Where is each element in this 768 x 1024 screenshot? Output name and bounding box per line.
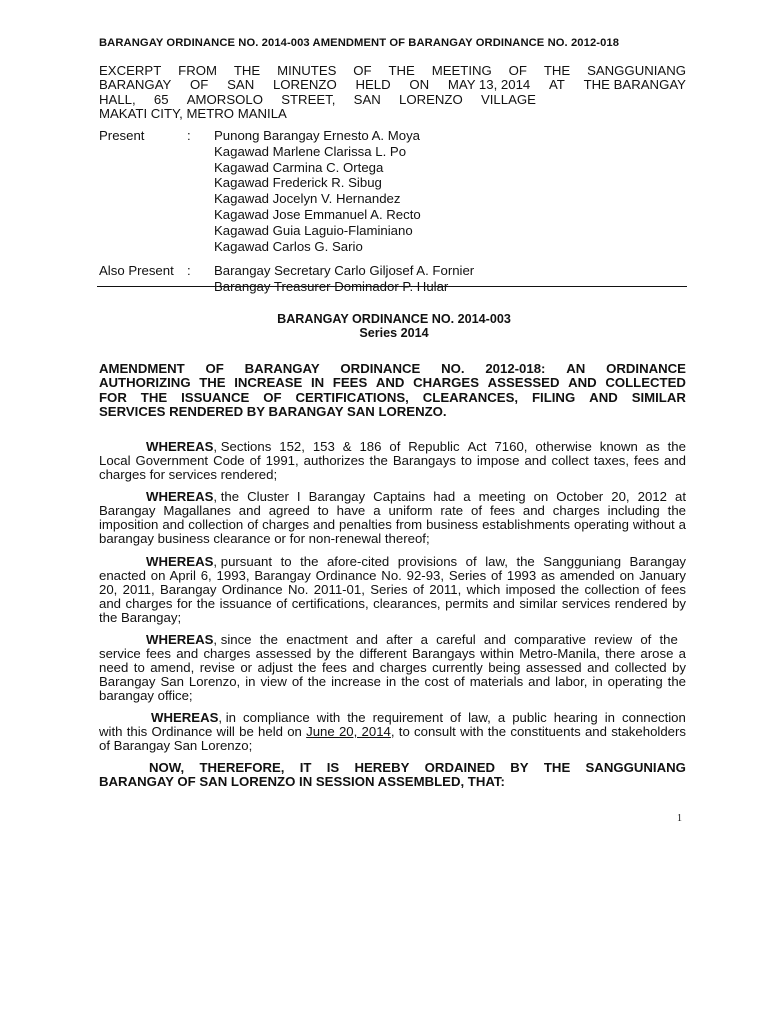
word: SANGGUNIANG	[587, 63, 686, 78]
word: 2012	[637, 489, 667, 504]
word: , pursuant	[213, 554, 273, 569]
word: Barangay	[629, 554, 686, 569]
word: after	[386, 632, 413, 647]
word: meeting	[478, 489, 526, 504]
first-word-group	[99, 761, 184, 775]
word: on	[533, 489, 549, 504]
clause-body: service fees and charges assessed by the different Barangays within Metro-Manila, there arose a need to amend, revise or adjust the fees and charges currently being assessed and collected by Barangay San Lorenzo, in view of the increase in the cost of materials and labor, in operating the barangay office;	[99, 645, 686, 703]
word: THE	[233, 63, 261, 78]
attendee: Kagawad Carlos G. Sario	[214, 238, 363, 254]
word: OF	[353, 63, 372, 78]
ordinance-number: BARANGAY ORDINANCE NO. 2014-003	[277, 312, 511, 326]
word: IN	[310, 375, 325, 391]
word: public	[512, 710, 547, 725]
word: , the	[213, 489, 240, 504]
whereas-keyword: WHEREAS	[146, 439, 214, 454]
attendance-list	[99, 128, 659, 295]
word: Act	[467, 439, 487, 454]
word: BARANGAY	[99, 77, 172, 93]
colon: :	[187, 128, 191, 143]
word: the	[300, 554, 319, 569]
word: compliance	[243, 710, 310, 725]
word: the	[259, 632, 279, 647]
word: in	[604, 710, 616, 725]
first-word-group	[99, 440, 271, 454]
clause-body: Barangay Magallanes and agreed to have a uniform rate of fees and charges including the imposition and collection of charges and penalties from business establishments operating without a barangay business clearance or for non-renewal thereof;	[99, 502, 686, 546]
clause-first-line	[99, 440, 686, 454]
word: NO.	[441, 361, 465, 376]
word: with	[316, 710, 341, 725]
word: 152,	[279, 439, 305, 454]
title-line-3	[99, 391, 686, 405]
title-line-1	[99, 362, 686, 376]
word: of	[640, 632, 652, 647]
first-word-group	[99, 633, 252, 647]
word: FEES	[332, 375, 368, 391]
excerpt-line-4: MAKATI CITY, METRO MANILA	[99, 105, 287, 121]
word: FOR	[99, 389, 127, 405]
word: provisions	[397, 554, 458, 569]
whereas-clause-2	[99, 490, 686, 546]
word: AUTHORIZING	[99, 375, 191, 391]
title-line-4: SERVICES RENDERED BY BARANGAY SAN LORENZO.	[99, 403, 447, 419]
whereas-clause-4	[99, 633, 686, 703]
now-line-2: BARANGAY OF SAN LORENZO IN SESSION ASSEMBLED, THAT:	[99, 774, 505, 790]
present-row	[99, 128, 659, 254]
now-line-1	[99, 761, 686, 775]
attendee: Punong Barangay Ernesto A. Moya	[214, 128, 421, 143]
word: afore-cited	[326, 554, 390, 569]
word: BY	[510, 760, 529, 775]
word: 153	[312, 439, 335, 454]
word: otherwise	[535, 439, 592, 454]
word: MEETING	[431, 63, 492, 78]
word: FILING	[531, 389, 576, 405]
word: ASSESSED	[487, 375, 560, 391]
ordinance-series: Series 2014	[359, 326, 429, 340]
word: OF	[190, 77, 209, 93]
word: IT	[299, 760, 312, 775]
whereas-keyword: WHEREAS	[146, 554, 214, 569]
word: of	[465, 554, 477, 569]
word: INCREASE	[234, 375, 303, 391]
word: requirement	[372, 710, 444, 725]
word: IS	[326, 760, 340, 775]
word: THE	[140, 389, 168, 405]
present-label: Present	[99, 128, 145, 143]
word: the	[516, 554, 535, 569]
whereas-clause-5	[99, 711, 686, 753]
word: OF	[508, 63, 527, 78]
word: LORENZO	[272, 77, 337, 93]
word: HELD	[355, 77, 391, 93]
word: Republic	[408, 439, 460, 454]
word: AND	[375, 375, 405, 391]
now-therefore-clause	[99, 761, 686, 790]
excerpt-line-1	[99, 64, 686, 78]
word: VILLAGE	[480, 91, 536, 107]
whereas-keyword: WHEREAS	[151, 710, 219, 725]
word: law,	[485, 554, 508, 569]
present-names	[214, 128, 421, 254]
excerpt-line-3	[99, 93, 536, 107]
excerpt-line-2	[99, 78, 686, 92]
word: enactment	[286, 632, 348, 647]
word: , since	[213, 632, 252, 647]
clause-body	[99, 725, 686, 753]
attendee: Kagawad Jocelyn V. Hernandez	[214, 191, 401, 207]
word: 7160,	[494, 439, 528, 454]
attendee: Barangay Treasurer Dominador P. Hular	[214, 279, 449, 295]
word: MINUTES	[277, 63, 337, 78]
clause-first-line	[99, 555, 686, 569]
whereas-clause-3	[99, 555, 686, 625]
word: of	[389, 439, 401, 454]
word: Captains	[373, 489, 426, 504]
word: CLEARANCES,	[422, 389, 519, 405]
word: ORDINANCE	[340, 361, 421, 376]
word: careful	[436, 632, 476, 647]
word: 65	[153, 91, 169, 107]
also-present-label: Also Present	[99, 263, 174, 279]
word: had	[433, 489, 456, 504]
word: ORDAINED	[424, 760, 496, 775]
word: AND	[568, 375, 597, 391]
word: SIMILAR	[631, 389, 686, 405]
word: Barangay	[308, 489, 366, 504]
clause-body: enacted on April 6, 1993, Barangay Ordinance No. 92-93, Series of 1993 as amended on January 20, 2011, Barangay Ordinance No. 2011-01, Series of 2011, which imposed the collection of fees and charges for the issuance of certifications, clearances, permits and similar services rendered by the Barangay;	[99, 567, 686, 625]
word: CERTIFICATIONS,	[295, 389, 409, 405]
word: THE	[199, 375, 226, 391]
word: ISSUANCE	[181, 389, 250, 405]
word: comparative	[514, 632, 586, 647]
word: 2012-018:	[485, 361, 546, 376]
word: THE	[543, 760, 571, 775]
word: law,	[468, 710, 491, 725]
attendee: Kagawad Guia Laguio-Flaminiano	[214, 222, 413, 238]
word: I	[296, 489, 301, 504]
title-line-2	[99, 376, 686, 390]
word: THE	[543, 63, 571, 78]
word: AMENDMENT	[99, 361, 185, 376]
word: EXCERPT	[99, 63, 162, 78]
word: LORENZO	[399, 91, 463, 107]
horizontal-divider	[97, 286, 687, 287]
word: HEREBY	[354, 760, 410, 775]
word: a	[420, 632, 428, 647]
clause-first-line	[99, 711, 686, 725]
also-present-row	[99, 263, 659, 295]
first-word-group	[99, 711, 236, 725]
word: ORDINANCE	[606, 361, 686, 376]
word: review	[594, 632, 633, 647]
ordinance-title	[99, 362, 686, 419]
attendee: Kagawad Frederick R. Sibug	[214, 175, 382, 191]
word: Sangguniang	[543, 554, 622, 569]
page-number: 1	[677, 813, 682, 824]
word: &	[342, 439, 352, 454]
text: , to consult with the constituents and stakeholders of Barangay San Lorenzo;	[99, 723, 686, 753]
word: and	[355, 632, 378, 647]
word: AMORSOLO	[186, 91, 263, 107]
word: AT	[548, 77, 565, 93]
word: to	[280, 554, 292, 569]
word: THEREFORE,	[199, 760, 285, 775]
word: 20,	[611, 489, 630, 504]
word: OF	[263, 389, 282, 405]
clause-first-line	[99, 633, 686, 647]
word: at	[674, 489, 686, 504]
word: NOW,	[149, 760, 185, 775]
attendee: Kagawad Carmina C. Ortega	[214, 159, 384, 175]
word: ON	[409, 77, 430, 93]
word: the	[347, 710, 366, 725]
attendee: Barangay Secretary Carlo Giljosef A. Fornier	[214, 263, 475, 279]
word: THE BARANGAY	[583, 77, 686, 93]
word: HALL,	[99, 91, 136, 107]
word: 186	[359, 439, 382, 454]
text: with this Ordinance will be held on	[99, 723, 307, 739]
word: , Sections	[213, 439, 272, 454]
word: SANGGUNIANG	[585, 760, 686, 775]
also-present-names	[214, 263, 474, 295]
word: as	[645, 439, 660, 454]
colon: :	[187, 263, 191, 279]
word: SAN	[353, 91, 381, 107]
word: the	[659, 632, 678, 647]
word: a	[497, 710, 506, 725]
word: known	[599, 439, 638, 454]
word: and	[483, 632, 506, 647]
word: Cluster	[247, 489, 289, 504]
word: CHARGES	[413, 375, 480, 391]
attendee: Kagawad Marlene Clarissa L. Po	[214, 143, 407, 159]
word: October	[556, 489, 604, 504]
running-header: BARANGAY ORDINANCE NO. 2014-003 AMENDMENT OF BARANGAY ORDINANCE NO. 2012-018	[99, 37, 620, 49]
word: SAN	[227, 77, 255, 93]
word: FROM	[178, 63, 217, 78]
word: the	[667, 439, 686, 454]
word: AND	[589, 389, 618, 405]
word: , in	[218, 710, 236, 725]
minutes-excerpt	[99, 64, 686, 121]
word: THE	[388, 63, 415, 78]
ordinance-heading	[99, 312, 689, 340]
word: connection	[622, 710, 686, 725]
word: COLLECTED	[605, 375, 686, 391]
word: hearing	[553, 710, 598, 725]
word: OF	[205, 361, 224, 376]
whereas-clause-1	[99, 440, 686, 482]
first-word-group	[99, 555, 272, 569]
word: STREET,	[281, 91, 336, 107]
word: a	[463, 489, 471, 504]
clause-first-line	[99, 490, 686, 504]
word: AN	[566, 361, 586, 376]
word: of	[450, 710, 462, 725]
whereas-keyword: WHEREAS	[146, 489, 214, 504]
attendee: Kagawad Jose Emmanuel A. Recto	[214, 206, 421, 222]
whereas-keyword: WHEREAS	[146, 632, 214, 647]
meeting-date: MAY 13, 2014	[447, 77, 531, 93]
clause-body: Local Government Code of 1991, authorizes the Barangays to impose and collect taxes, fees and charges for services rendered;	[99, 452, 686, 482]
first-word-group	[99, 490, 239, 504]
word: BARANGAY	[244, 361, 320, 376]
hearing-date: June 20, 2014	[306, 723, 391, 739]
